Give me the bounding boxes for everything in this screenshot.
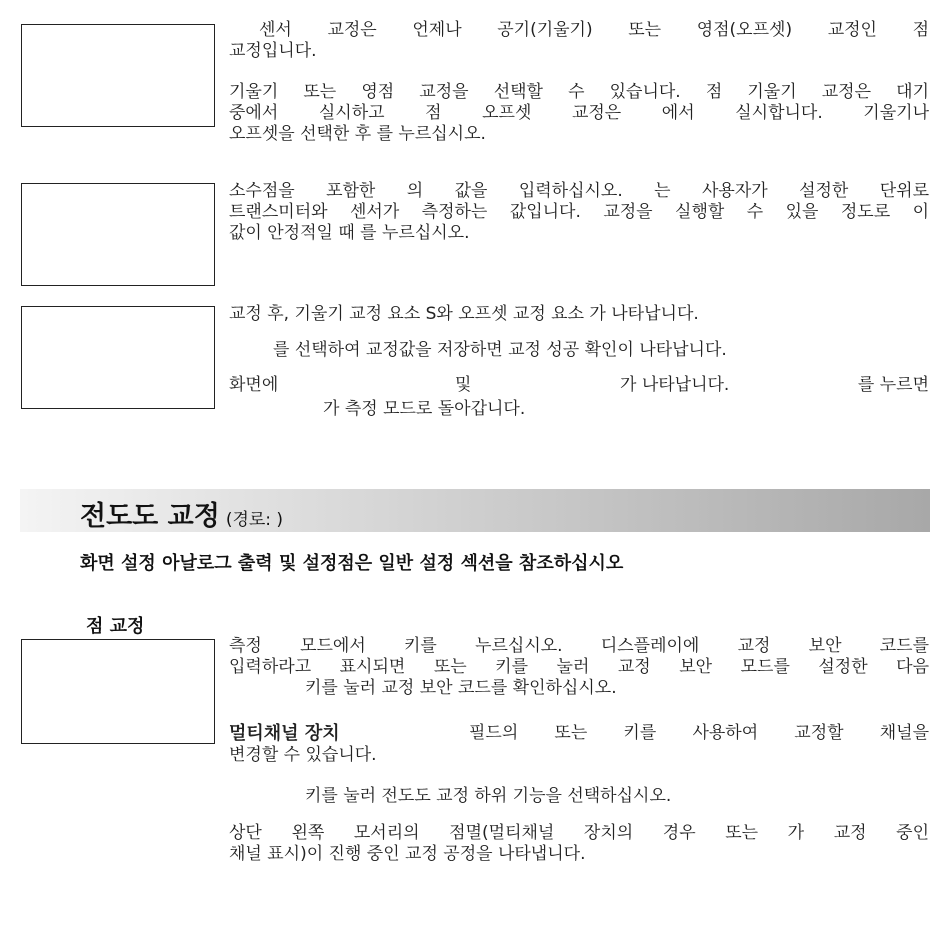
text-fragment: 필드의 또는 키를 사용하여 교정할 채널을 [469,723,929,743]
text-line: 센서 교정은 언제나 공기(기울기) 또는 영점(오프셋) 교정인 점 [259,20,929,40]
multichannel-line [229,723,929,744]
point-calibration-heading: 점 교정 [86,616,145,637]
text-line: 교정 후, 기울기 교정 요소 S와 오프셋 교정 요소 가 나타납니다. [229,304,699,324]
section-header-banner [20,489,930,532]
text-fragment: 가 나타납니다. [620,375,730,395]
section-title-text: 전도도 교정 [80,501,220,532]
section-title [80,494,283,533]
text-line: 값이 안정적일 때 를 누르십시오. [229,223,470,243]
text-fragment: 화면에 [229,375,279,395]
text-fragment: 및 [455,375,472,395]
value-entry-paragraph [229,181,929,244]
return-to-measure-text [229,399,929,420]
screen-image-3 [21,306,215,409]
security-code-paragraph [229,636,929,699]
text-line: 상단 왼쪽 모서리의 점멸(멀티채널 장치의 경우 또는 가 교정 중인 [229,823,929,843]
calibration-factors-text [229,304,929,325]
text-line: 채널 표시)이 진행 중인 교정 공정을 나타냅니다. [229,844,586,864]
multichannel-continued [229,745,929,766]
multichannel-label: 멀티채널 장치 [229,723,340,744]
subfunction-paragraph [229,786,929,807]
text-line: 측정 모드에서 키를 누르십시오. 디스플레이에 교정 보안 코드를 [229,636,929,656]
text-line: 중에서 실시하고 점 오프셋 교정은 에서 실시합니다. 기울기나 [229,103,929,123]
text-line: 오프셋을 선택한 후 를 누르십시오. [229,124,486,144]
text-line: 를 선택하여 교정값을 저장하면 교정 성공 확인이 나타납니다. [273,340,727,360]
screen-image-4 [21,639,215,744]
menu-path-text: (경로: ) [225,510,284,530]
slope-offset-paragraph [229,82,929,145]
text-fragment: 를 누르면 [857,375,929,395]
screen-image-1 [21,24,215,127]
blinking-indicator-paragraph [229,823,929,865]
text-line: 교정입니다. [229,41,317,61]
reference-note: 화면 설정 아날로그 출력 및 설정점은 일반 설정 섹션을 참조하십시오 [80,553,624,574]
text-line: 키를 눌러 교정 보안 코드를 확인하십시오. [305,678,617,698]
text-line: 가 측정 모드로 돌아갑니다. [323,399,526,419]
text-line: 키를 눌러 전도도 교정 하위 기능을 선택하십시오. [305,786,672,806]
screen-message-line [229,375,929,396]
text-line: 기울기 또는 영점 교정을 선택할 수 있습니다. 점 기울기 교정은 대기 [229,82,929,102]
text-line: 트랜스미터와 센서가 측정하는 값입니다. 교정을 실행할 수 있을 정도로 이 [229,202,929,222]
save-confirmation-text [229,340,929,361]
screen-image-2 [21,183,215,286]
calibration-intro-paragraph [229,20,929,62]
text-line: 소수점을 포함한 의 값을 입력하십시오. 는 사용자가 설정한 단위로 [229,181,929,201]
text-line: 입력하라고 표시되면 또는 키를 눌러 교정 보안 모드를 설정한 다음 [229,657,929,677]
text-line: 변경할 수 있습니다. [229,745,377,765]
